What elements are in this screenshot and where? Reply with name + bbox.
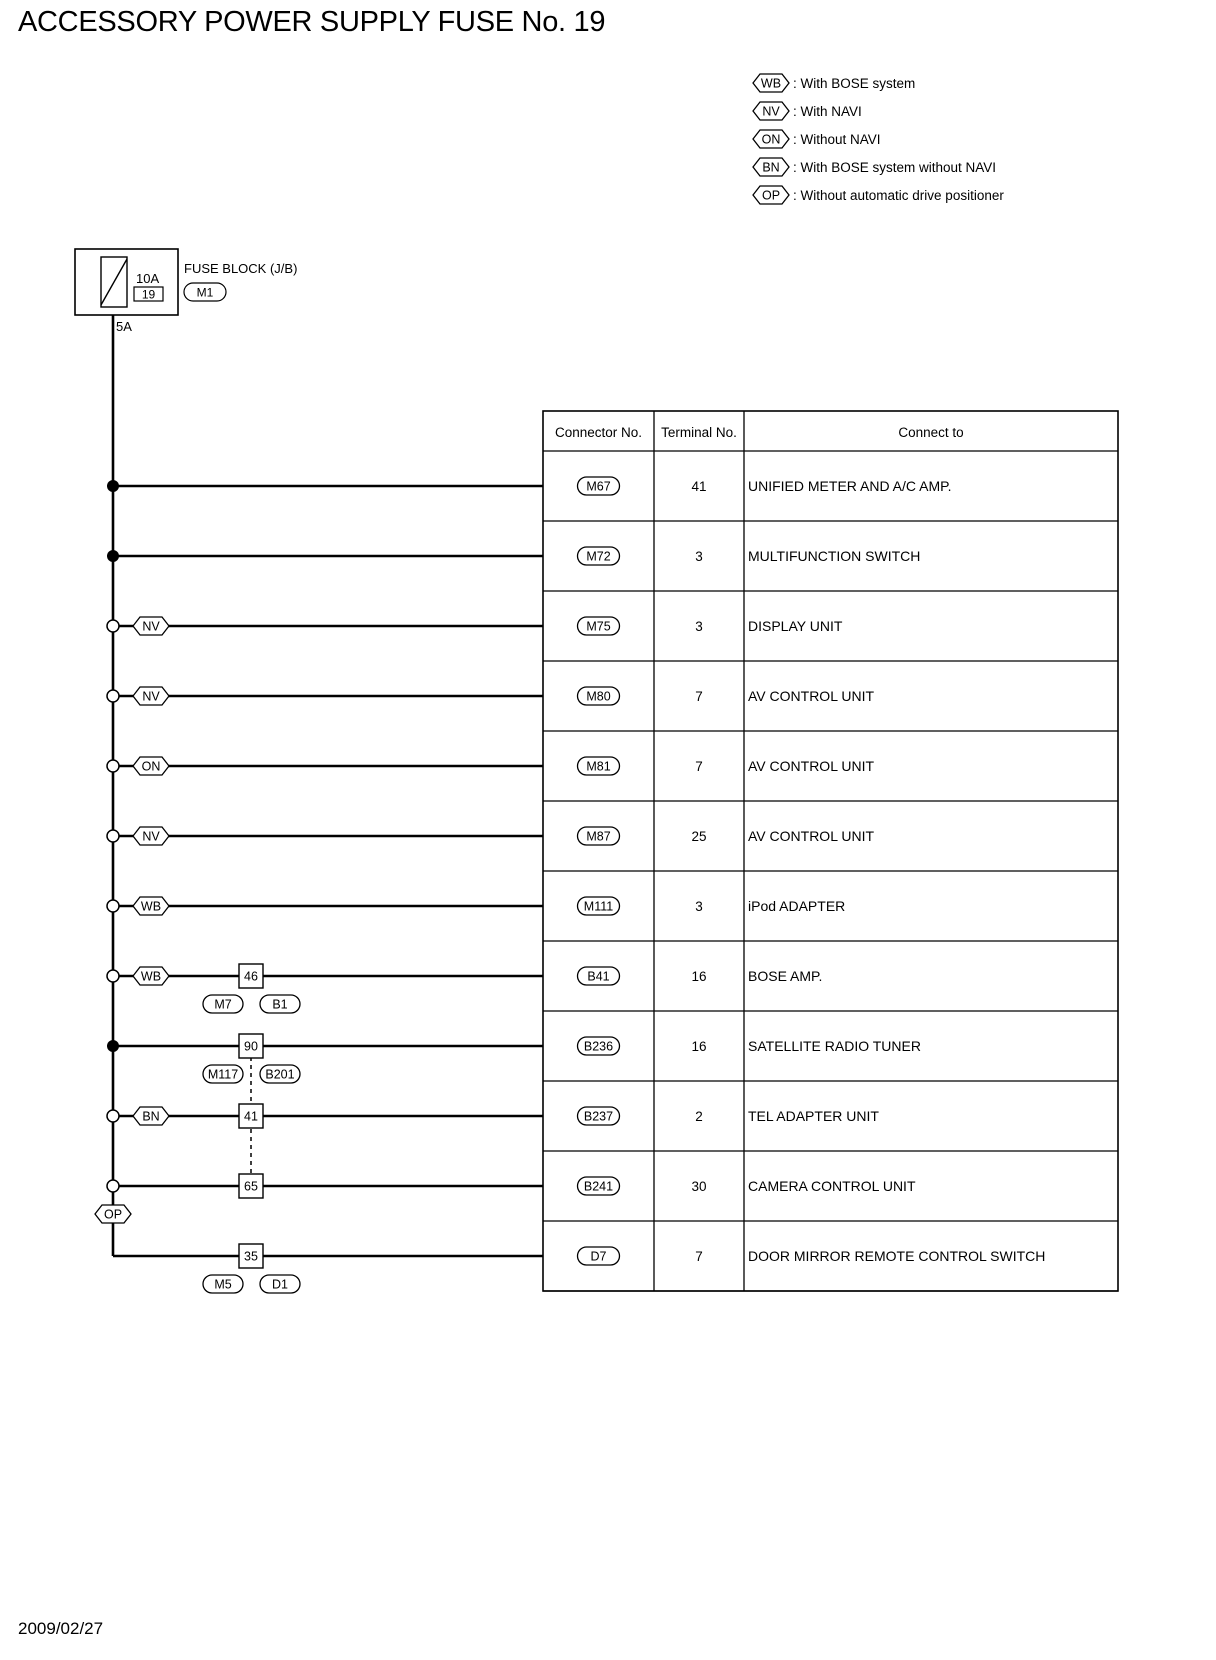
junction-open [107,900,119,912]
legend-code-wb-label: WB [760,76,782,91]
table-row [578,1037,921,1055]
fuse-connector: M1 [196,285,214,300]
option-tag-op [95,1205,131,1223]
connector-m80-label: M80 [586,689,611,704]
connector-m67 [578,477,620,495]
connect-to: TEL ADAPTER UNIT [748,1108,879,1124]
legend-desc: : With BOSE system without NAVI [793,160,997,175]
fuse-block-label: FUSE BLOCK (J/B) [184,261,298,276]
connect-to: AV CONTROL UNIT [748,758,875,774]
option-tag-on-label: ON [141,759,161,774]
connect-to: AV CONTROL UNIT [748,828,875,844]
inline-connectors [203,964,300,1293]
legend-code-nv [753,102,789,120]
option-tag-nv-label: NV [142,689,160,704]
legend-code-op-label: OP [761,188,781,203]
option-tag-bn-label: BN [142,1109,160,1124]
legend-code-on [753,130,789,148]
connector-b241 [578,1177,620,1195]
connector-b237 [578,1107,620,1125]
connector-b241-label: B241 [583,1179,614,1194]
connector-b236 [578,1037,620,1055]
terminal-no: 25 [691,829,707,844]
junction-open [107,690,119,702]
table-row [578,897,846,915]
connector-m75 [578,617,620,635]
inline-terminal: 46 [244,969,258,984]
table-row [578,1247,1046,1265]
connector-m87-label: M87 [586,829,611,844]
table-row [578,1177,916,1195]
connector-d7 [578,1247,620,1265]
legend-code-wb [753,74,789,92]
terminal-no: 30 [691,1179,707,1194]
inline-connector-b1-label: B1 [272,997,288,1012]
option-tag-wb [133,967,169,985]
legend-desc: : With NAVI [793,104,862,119]
inline-connector-m5 [203,1275,243,1293]
connect-to: BOSE AMP. [748,968,823,984]
inline-connector-m117 [203,1065,243,1083]
connector-m111-label: M111 [583,899,614,914]
junction-open [107,620,119,632]
terminal-no: 2 [695,1109,703,1124]
table-header: Terminal No. [661,425,737,440]
connector-m111 [578,897,620,915]
inline-terminal: 90 [244,1039,258,1054]
connector-m81 [578,757,620,775]
inline-connector-b201-label: B201 [265,1067,295,1082]
inline-terminal: 35 [244,1249,258,1264]
fuse-block [75,249,297,334]
legend-code-bn [753,158,789,176]
wires [95,315,543,1256]
connector-b237-label: B237 [583,1109,614,1124]
option-tag-wb [133,897,169,915]
terminal-no: 16 [691,1039,707,1054]
terminal-no: 7 [695,759,703,774]
inline-connector-b1 [260,995,300,1013]
date-stamp: 2009/02/27 [18,1619,104,1638]
connector-table [543,411,1118,1291]
option-tag-wb-label: WB [140,969,162,984]
inline-terminal: 65 [244,1179,258,1194]
junction-dot [107,550,119,562]
connect-to: DOOR MIRROR REMOTE CONTROL SWITCH [748,1248,1046,1264]
table-header: Connector No. [554,425,643,440]
inline-connector-d1 [260,1275,300,1293]
table-row [578,757,875,775]
table-row [578,967,823,985]
connect-to: iPod ADAPTER [748,898,846,914]
terminal-no: 3 [695,899,703,914]
connector-b236-label: B236 [583,1039,614,1054]
inline-terminal: 41 [244,1109,258,1124]
terminal-no: 3 [695,619,703,634]
table-row [578,547,921,565]
connector-m80 [578,687,620,705]
connect-to: MULTIFUNCTION SWITCH [748,548,921,564]
table-header: Connect to [898,425,964,440]
connect-to: AV CONTROL UNIT [748,688,875,704]
connector-d7-label: D7 [590,1249,607,1264]
connector-b41 [578,967,620,985]
legend-desc: : Without NAVI [793,132,881,147]
connector-m72-label: M72 [586,549,611,564]
connector-b41-label: B41 [587,969,610,984]
connector-m87 [578,827,620,845]
fuse-number: 19 [141,287,156,302]
option-tag-on [133,757,169,775]
connect-to: SATELLITE RADIO TUNER [748,1038,921,1054]
legend-code-nv-label: NV [762,104,780,119]
option-tag-bn [133,1107,169,1125]
junction-open [107,830,119,842]
table-row [578,827,875,845]
inline-connector [203,964,300,1013]
option-tag-wb-label: WB [140,899,162,914]
terminal-no: 3 [695,549,703,564]
table-row [578,687,875,705]
table-row [578,617,843,635]
option-tag-op-label: OP [103,1207,123,1222]
inline-connector-m7-label: M7 [214,997,232,1012]
inline-connector [239,1104,263,1128]
connector-m81-label: M81 [586,759,611,774]
inline-connector-m7 [203,995,243,1013]
junction-open [107,970,119,982]
junction-dot [107,1040,119,1052]
junction-open [107,1110,119,1122]
terminal-no: 7 [695,689,703,704]
legend [753,74,1004,204]
inline-connector-b201 [260,1065,300,1083]
connector-m67-label: M67 [586,479,611,494]
connect-to: DISPLAY UNIT [748,618,843,634]
option-tag-nv-label: NV [142,829,160,844]
connect-to: UNIFIED METER AND A/C AMP. [748,478,952,494]
junction-dot [107,480,119,492]
option-tag-nv-label: NV [142,619,160,634]
inline-connector [203,1244,300,1293]
diagram-title: ACCESSORY POWER SUPPLY FUSE No. 19 [18,6,606,38]
fuse-amp: 10A [136,271,160,286]
terminal-no: 7 [695,1249,703,1264]
legend-code-bn-label: BN [762,160,780,175]
terminal-no: 41 [691,479,707,494]
option-tag-nv [133,687,169,705]
inline-connector-m117-label: M117 [207,1067,239,1082]
legend-code-op [753,186,789,204]
inline-connector [239,1174,263,1198]
terminal-no: 16 [691,969,707,984]
fuse-terminal: 5A [116,319,132,334]
inline-connector-m5-label: M5 [214,1277,232,1292]
table-row [578,477,952,495]
junction-open [107,1180,119,1192]
connect-to: CAMERA CONTROL UNIT [748,1178,916,1194]
table-row [578,1107,880,1125]
table-frame [543,411,1118,1291]
option-tag-nv [133,827,169,845]
legend-desc: : With BOSE system [793,76,916,91]
legend-desc: : Without automatic drive positioner [793,188,1004,203]
legend-code-on-label: ON [761,132,781,147]
connector-m75-label: M75 [586,619,611,634]
inline-connector-d1-label: D1 [272,1277,288,1292]
connector-m72 [578,547,620,565]
option-tag-nv [133,617,169,635]
junction-open [107,760,119,772]
